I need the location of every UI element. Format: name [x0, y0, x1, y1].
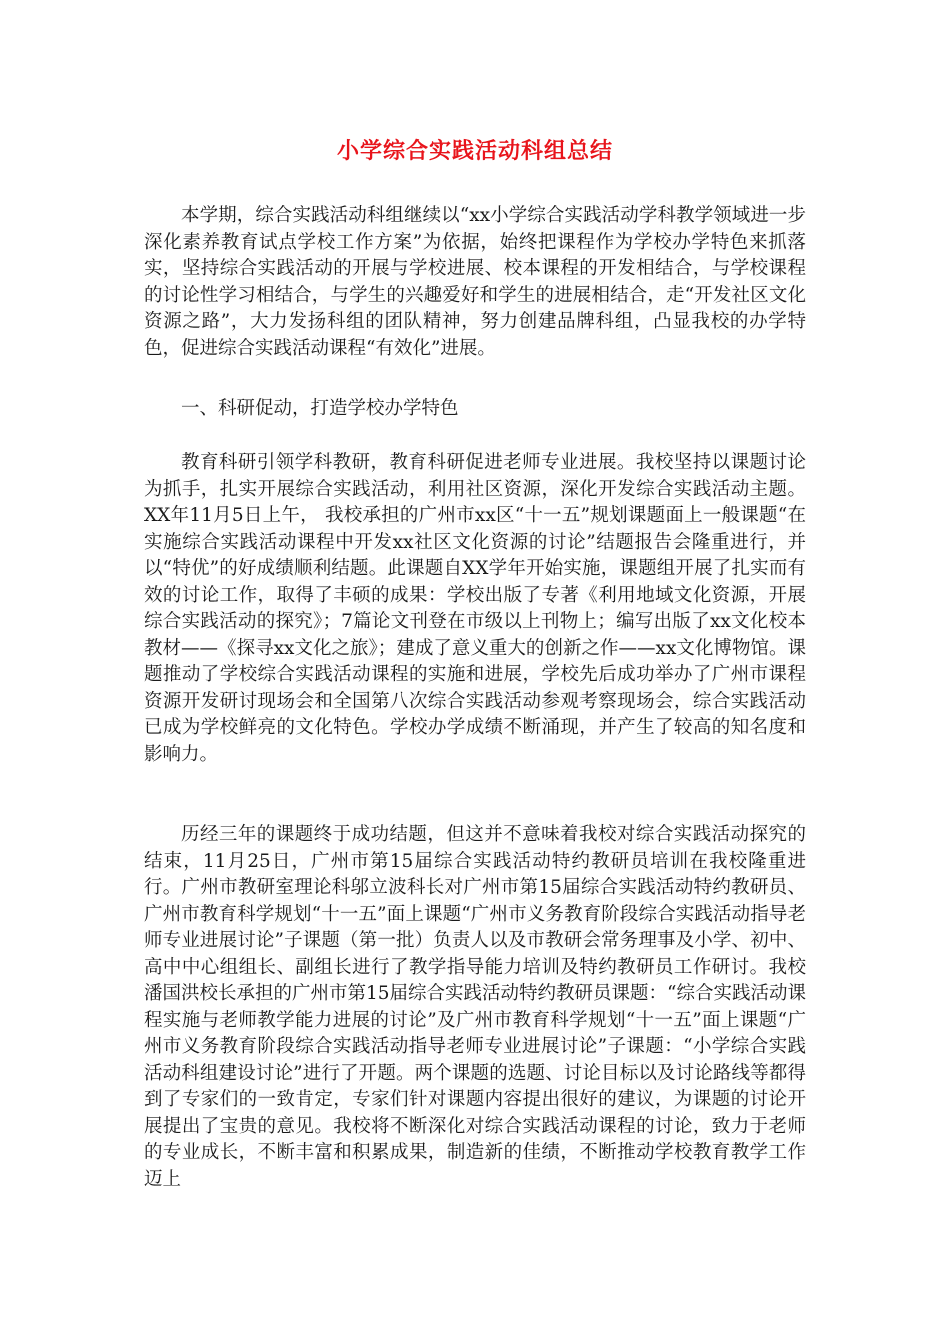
followup-paragraph: 历经三年的课题终于成功结题，但这并不意味着我校对综合实践活动探究的结束，11月25日，广州市第15届综合实践活动特约教研员培训在我校隆重进行。广州市教研室理论科邬立波科长对广州市第15届综合实践活动特约教研员、广州市教育科学规划“十一五”面上课题“广州市义务教育阶段综合实践活动指导老师专业进展讨论”子课题（第一批）负责人以及市教研会常务理事及小学、初中、高中中心组组长、副组长进行了教学指导能力培训及特约教研员工作研讨。我校潘国洪校长承担的广州市第15届综合实践活动特约教研员课题：“综合实践活动课程实施与老师教学能力进展的讨论”及广州市教育科学规划“十一五”面上课题“广州市义务教育阶段综合实践活动指导老师专业进展讨论”子课题：“小学综合实践活动科组建设讨论”进行了开题。两个课题的选题、讨论目标以及讨论路线等都得到了专家们的一致肯定，专家们针对课题内容提出很好的建议，为课题的讨论开展提出了宝贵的意见。我校将不断深化对综合实践活动课程的讨论，致力于老师的专业成长，不断丰富和积累成果，制造新的佳绩，不断推动学校教育教学工作迈上 — [144, 824, 807, 1190]
section-heading: 一、科研促动，打造学校办学特色 — [181, 398, 459, 419]
intro-paragraph: 本学期，综合实践活动科组继续以“xx小学综合实践活动学科教学领域进一步深化素养教育试点学校工作方案”为依据，始终把课程作为学校办学特色来抓落实，坚持综合实践活动的开展与学校进展、校本课程的开发相结合，与学校课程的讨论性学习相结合，与学生的兴趣爱好和学生的进展相结合，走“开发社区文化资源之路”，大力发扬科组的团队精神，努力创建品牌科组，凸显我校的办学特色，促进综合实践活动课程“有效化”进展。 — [144, 205, 806, 359]
research-paragraph: 教育科研引领学科教研，教育科研促进老师专业进展。我校坚持以课题讨论为抓手，扎实开展综合实践活动，利用社区资源，深化开发综合实践活动主题。XX年11月5日上午， 我校承担的广州市xx区“十一五”规划课题面上一般课题“在实施综合实践活动课程中开发xx社区文化资源的讨论”结题报告会隆重进行，并以“特优”的好成绩顺利结题。此课题自XX学年开始实施，课题组开展了扎实而有效的讨论工作，取得了丰硕的成果：学校出版了专著《利用地域文化资源，开展综合实践活动的探究》；7篇论文刊登在市级以上刊物上；编写出版了xx文化校本教材——《探寻xx文化之旅》；建成了意义重大的创新之作——xx文化博物馆。课题推动了学校综合实践活动课程的实施和进展，学校先后成功举办了广州市课程资源开发研讨现场会和全国第八次综合实践活动参观考察现场会，综合实践活动已成为学校鲜亮的文化特色。学校办学成绩不断涌现，并产生了较高的知名度和影响力。 — [144, 452, 806, 765]
document-title: 小学综合实践活动科组总结 — [336, 139, 613, 164]
